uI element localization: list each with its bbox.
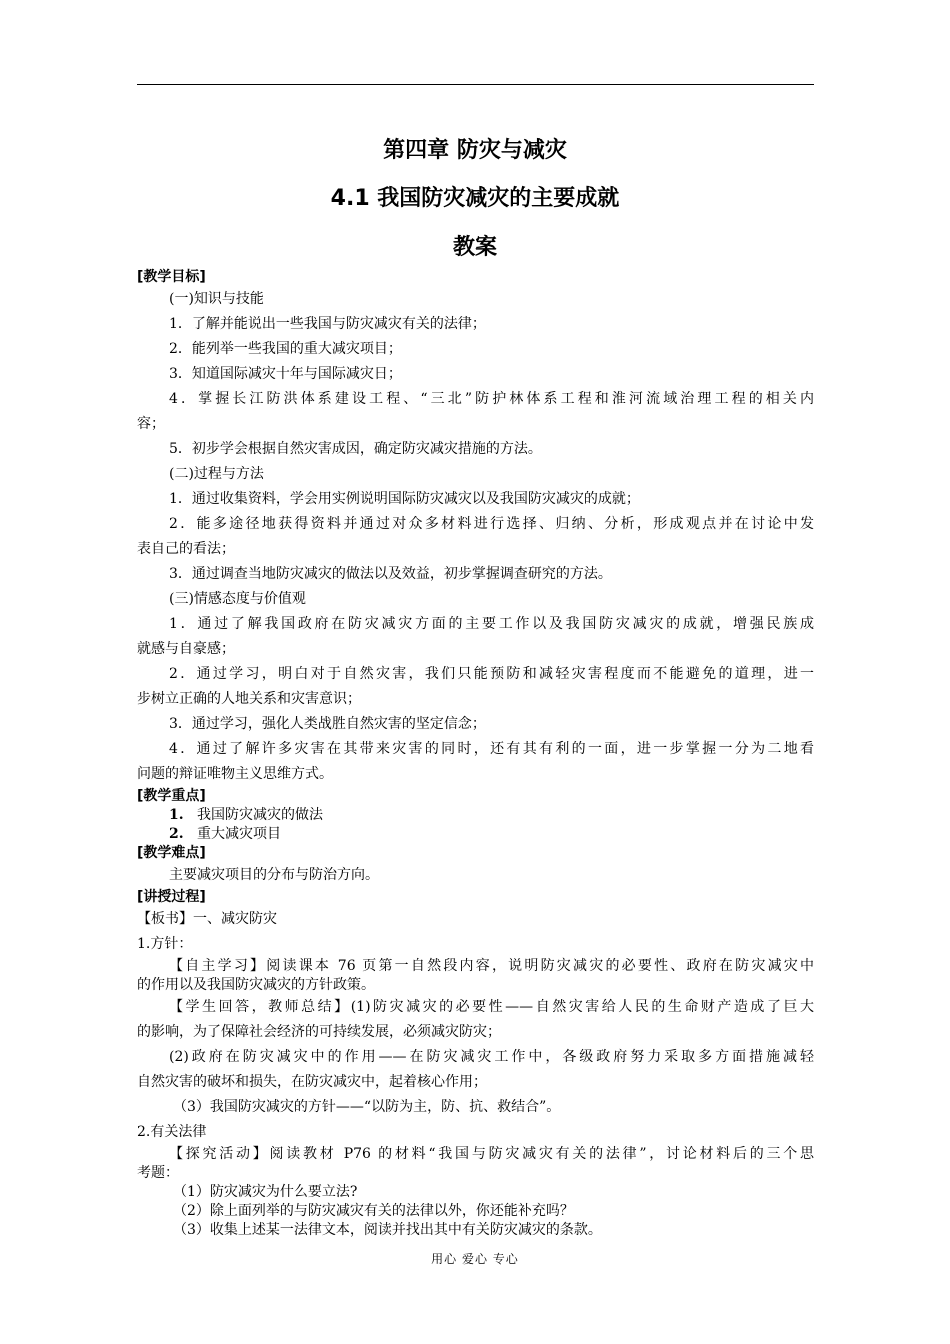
explore-paragraph bbox=[137, 1145, 814, 1183]
section-title: 4.1 我国防灾减灾的主要成就 bbox=[330, 186, 620, 211]
answer-line: （3）我国防灾减灾的方针——“以防为主，防、抗、救结合”。 bbox=[173, 1099, 561, 1115]
key-point-item bbox=[137, 825, 814, 844]
key-point-text: 重大减灾项目 bbox=[197, 826, 281, 842]
attitude-item-wrapped bbox=[137, 662, 814, 712]
page-footer: 用心 爱心 专心 bbox=[431, 1252, 519, 1266]
answer-paragraph bbox=[137, 995, 814, 1045]
knowledge-item-wrapped bbox=[137, 387, 814, 437]
answer-line: 的影响，为了保障社会经济的可持续发展，必须减灾防灾； bbox=[137, 1024, 501, 1040]
attitude-item: 3．通过学习，强化人类战胜自然灾害的坚定信念； bbox=[169, 716, 486, 732]
difficulties-text: 主要减灾项目的分布与防治方向。 bbox=[169, 867, 379, 883]
process-item-line: 表自己的看法； bbox=[137, 541, 235, 557]
document-type-title: 教案 bbox=[452, 235, 497, 260]
knowledge-item: 1．了解并能说出一些我国与防灾减灾有关的法律； bbox=[169, 316, 486, 332]
answer-line: (2)政府在防灾减灾中的作用——在防灾减灾工作中，各级政府努力采取多方面措施减轻 bbox=[169, 1049, 814, 1065]
answer-line: 自然灾害的破坏和损失，在防灾减灾中，起着核心作用； bbox=[137, 1074, 487, 1090]
question-item: （2）除上面列举的与防灾减灾有关的法律以外，你还能补充吗？ bbox=[173, 1203, 574, 1219]
difficulties-heading: [教学难点] bbox=[137, 845, 206, 861]
explore-line: 【探究活动】阅读教材 P76 的材料“我国与防灾减灾有关的法律”，讨论材料后的三个思 bbox=[169, 1146, 814, 1162]
process-item-wrapped bbox=[137, 512, 814, 562]
document-body bbox=[137, 268, 814, 1240]
policy-title: 1.方针： bbox=[137, 936, 193, 952]
attitude-item-line: 就感与自豪感； bbox=[137, 641, 235, 657]
knowledge-item-line: 4．掌握长江防洪体系建设工程、“三北”防护林体系工程和淮河流域治理工程的相关内 bbox=[169, 391, 814, 407]
key-point-number: 2. bbox=[169, 826, 184, 842]
attitude-item-wrapped bbox=[137, 612, 814, 662]
explore-line: 考题： bbox=[137, 1165, 179, 1181]
answer-paragraph bbox=[137, 1045, 814, 1095]
process-item-line: 2．能多途径地获得资料并通过对众多材料进行选择、归纳、分析，形成观点并在讨论中发 bbox=[169, 516, 814, 532]
header-rule bbox=[137, 84, 814, 85]
question-item: （3）收集上述某一法律文本，阅读并找出其中有关防灾减灾的条款。 bbox=[173, 1222, 602, 1238]
board-note: 【板书】一、减灾防灾 bbox=[137, 911, 277, 927]
self-study-line: 的作用以及我国防灾减灾的方针政策。 bbox=[137, 977, 375, 993]
process-label: (二)过程与方法 bbox=[169, 466, 264, 482]
key-point-number: 1. bbox=[169, 807, 184, 823]
attitude-item-line: 问题的辩证唯物主义思维方式。 bbox=[137, 766, 333, 782]
attitude-item-line: 步树立正确的人地关系和灾害意识； bbox=[137, 691, 361, 707]
process-heading: [讲授过程] bbox=[137, 889, 206, 905]
knowledge-label: (一)知识与技能 bbox=[169, 291, 264, 307]
knowledge-item-line: 容； bbox=[137, 416, 165, 432]
key-points-heading: [教学重点] bbox=[137, 788, 206, 804]
answer-line: 【学生回答，教师总结】(1)防灾减灾的必要性——自然灾害给人民的生命财产造成了巨大 bbox=[169, 999, 814, 1015]
self-study-paragraph bbox=[137, 957, 814, 995]
process-item: 1．通过收集资料，学会用实例说明国际防灾减灾以及我国防灾减灾的成就； bbox=[169, 491, 640, 507]
key-point-item bbox=[137, 806, 814, 825]
question-item: （1）防灾减灾为什么要立法? bbox=[173, 1184, 358, 1200]
knowledge-item: 3．知道国际减灾十年与国际减灾日； bbox=[169, 366, 402, 382]
attitude-item-wrapped bbox=[137, 737, 814, 787]
attitude-item-line: 4．通过了解许多灾害在其带来灾害的同时，还有其有利的一面，进一步掌握一分为二地看 bbox=[169, 741, 814, 757]
chapter-title: 第四章 防灾与减灾 bbox=[383, 138, 567, 163]
attitude-item-line: 2．通过学习，明白对于自然灾害，我们只能预防和减轻灾害程度而不能避免的道理，进一 bbox=[169, 666, 814, 682]
law-title: 2.有关法律 bbox=[137, 1124, 207, 1140]
knowledge-item: 2．能列举一些我国的重大减灾项目； bbox=[169, 341, 402, 357]
attitude-item-line: 1．通过了解我国政府在防灾减灾方面的主要工作以及我国防灾减灾的成就，增强民族成 bbox=[169, 616, 814, 632]
attitude-label: (三)情感态度与价值观 bbox=[169, 591, 306, 607]
self-study-line: 【自主学习】阅读课本 76 页第一自然段内容，说明防灾减灾的必要性、政府在防灾减灾中 bbox=[169, 958, 814, 974]
goals-heading: [教学目标] bbox=[137, 269, 206, 285]
key-point-text: 我国防灾减灾的做法 bbox=[197, 807, 323, 823]
knowledge-item: 5．初步学会根据自然灾害成因，确定防灾减灾措施的方法。 bbox=[169, 441, 542, 457]
process-item: 3．通过调查当地防灾减灾的做法以及效益，初步掌握调查研究的方法。 bbox=[169, 566, 612, 582]
